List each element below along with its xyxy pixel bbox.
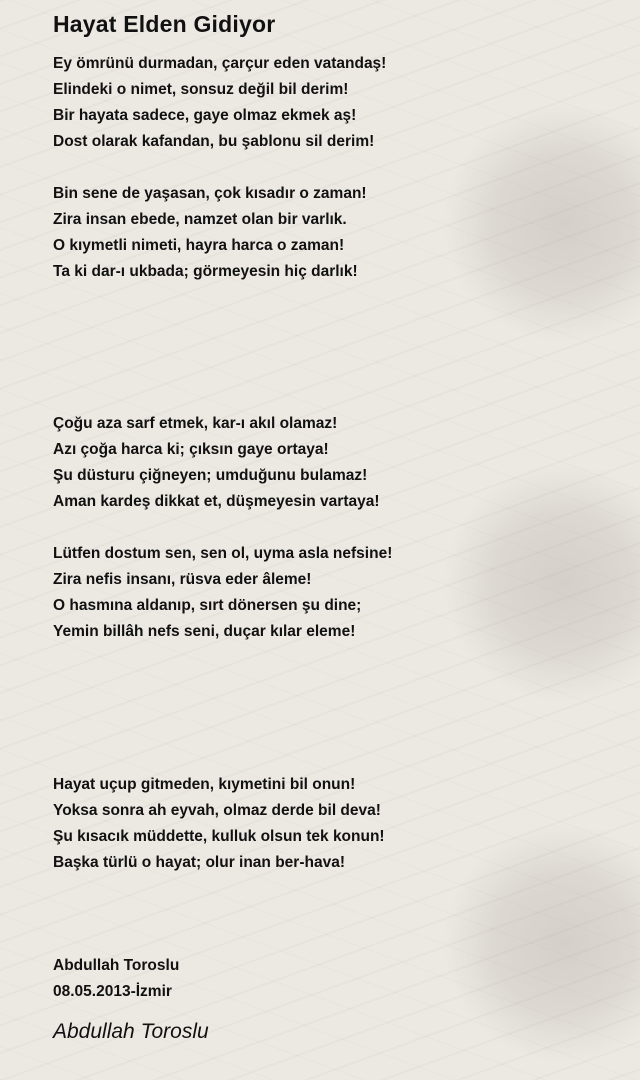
- verse-line: Şu kısacık müddette, kulluk olsun tek konun!: [53, 828, 385, 845]
- verse-line: Elindeki o nimet, sonsuz değil bil derim!: [53, 81, 349, 98]
- stanza: [53, 772, 385, 876]
- verse-line: Zira insan ebede, namzet olan bir varlık.: [53, 211, 347, 228]
- author-credit: [53, 953, 179, 1005]
- verse-line: Aman kardeş dikkat et, düşmeyesin vartaya!: [53, 493, 380, 510]
- verse-line: O kıymetli nimeti, hayra harca o zaman!: [53, 237, 345, 254]
- verse-line: Yemin billâh nefs seni, duçar kılar eleme!: [53, 623, 356, 640]
- verse-line: Bir hayata sadece, gaye olmaz ekmek aş!: [53, 107, 357, 124]
- verse-line: Zira nefis insanı, rüsva eder âleme!: [53, 571, 312, 588]
- verse-line: Ta ki dar-ı ukbada; görmeyesin hiç darlık!: [53, 263, 358, 280]
- verse-line: O hasmına aldanıp, sırt dönersen şu dine;: [53, 597, 362, 614]
- author-signature: Abdullah Toroslu: [53, 1020, 209, 1043]
- verse-line: Yoksa sonra ah eyvah, olmaz derde bil deva!: [53, 802, 381, 819]
- stanza: [53, 411, 380, 515]
- stanza: [53, 181, 367, 285]
- stanza: [53, 541, 392, 645]
- stanza: [53, 51, 386, 155]
- verse-line: Ey ömrünü durmadan, çarçur eden vatandaş!: [53, 55, 387, 72]
- date-place: 08.05.2013-İzmir: [53, 983, 172, 1000]
- verse-line: Çoğu aza sarf etmek, kar-ı akıl olamaz!: [53, 415, 338, 432]
- verse-line: Şu düsturu çiğneyen; umduğunu bulamaz!: [53, 467, 368, 484]
- verse-line: Lütfen dostum sen, sen ol, uyma asla nefsine!: [53, 545, 393, 562]
- verse-line: Hayat uçup gitmeden, kıymetini bil onun!: [53, 776, 356, 793]
- verse-line: Bin sene de yaşasan, çok kısadır o zaman!: [53, 185, 367, 202]
- poem-title: Hayat Elden Gidiyor: [53, 11, 276, 37]
- author-name: Abdullah Toroslu: [53, 957, 180, 974]
- verse-line: Başka türlü o hayat; olur inan ber-hava!: [53, 854, 345, 871]
- verse-line: Azı çoğa harca ki; çıksın gaye ortaya!: [53, 441, 329, 458]
- verse-line: Dost olarak kafandan, bu şablonu sil derim!: [53, 133, 375, 150]
